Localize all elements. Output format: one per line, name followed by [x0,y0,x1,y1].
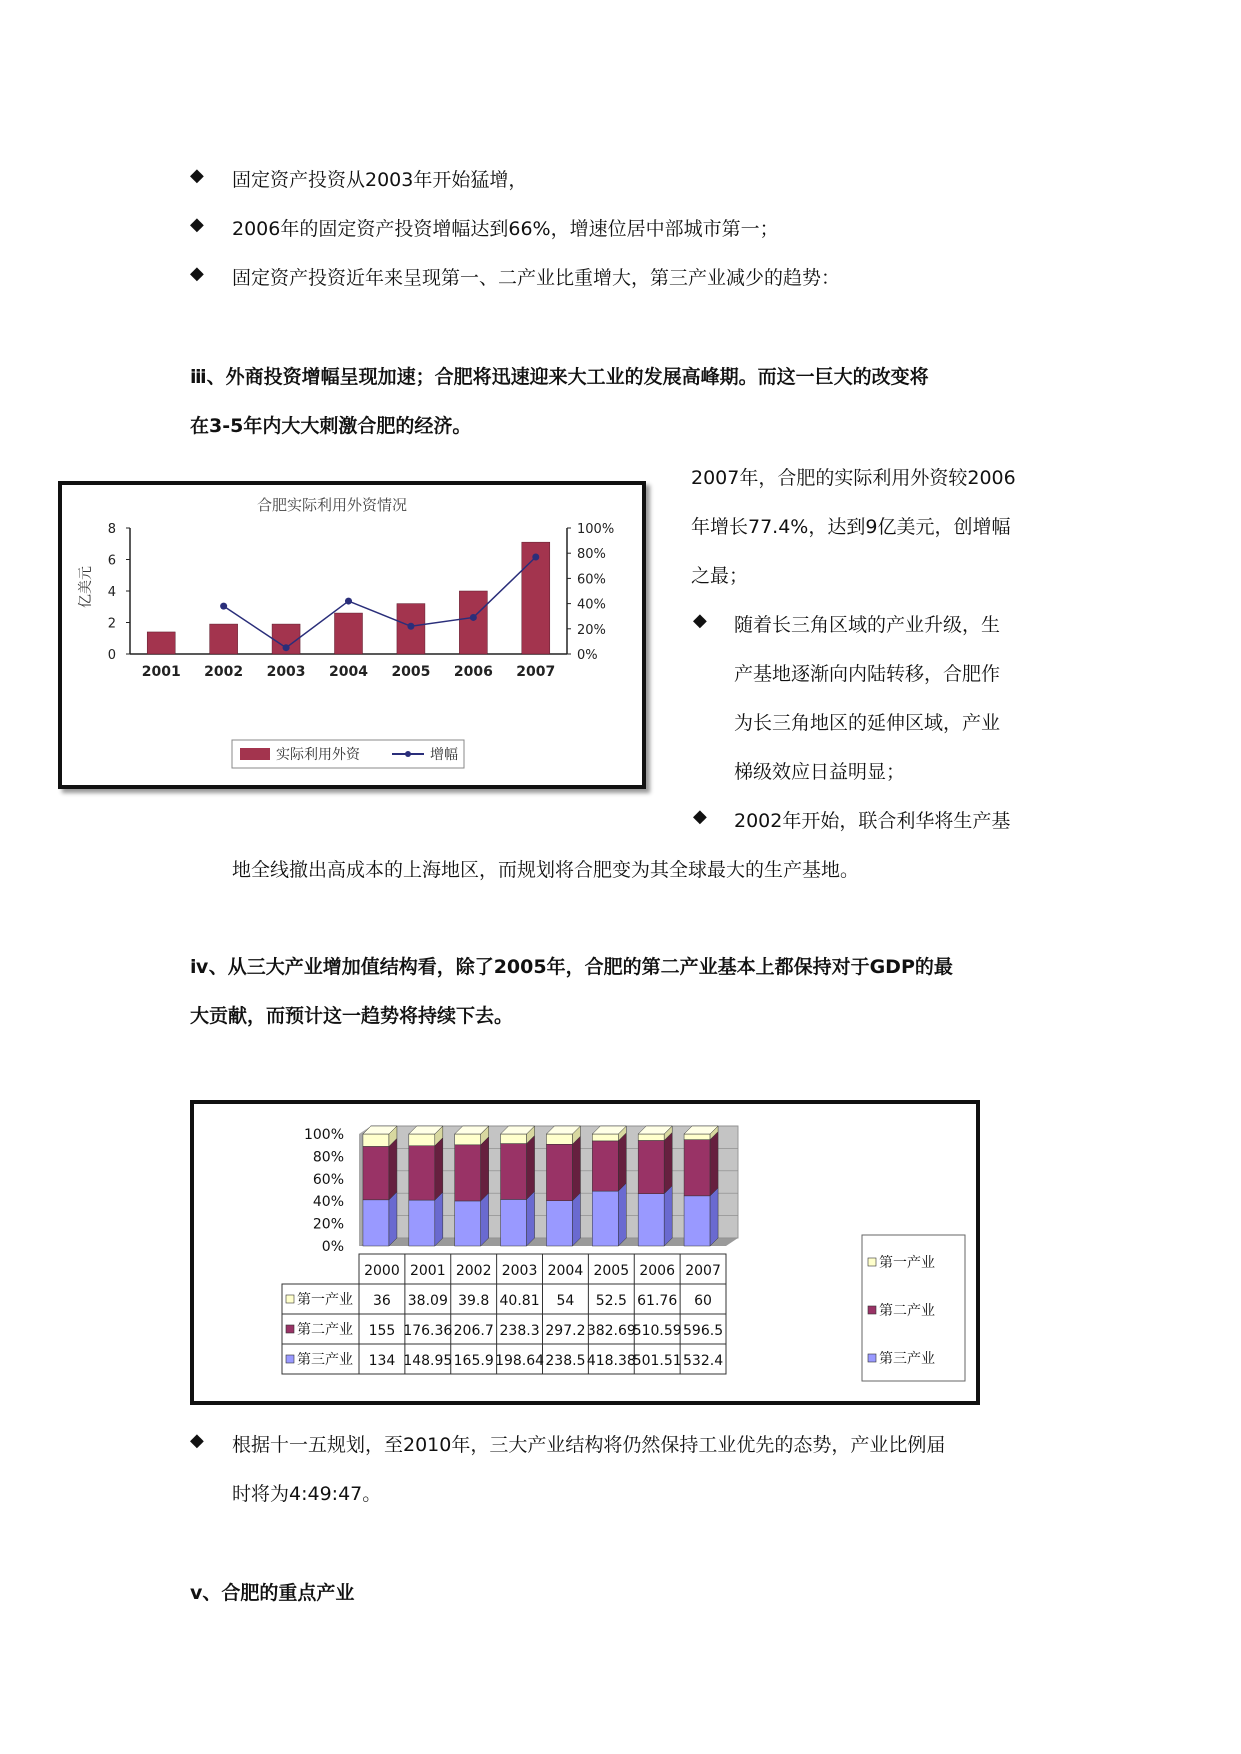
side-bullet1-line2: 产基地逐渐向内陆转移，合肥作 [734,663,1001,685]
y-tick-label: 0% [321,1239,344,1255]
legend-label: 第一产业 [879,1255,935,1271]
y-axis-label: 亿美元 [78,566,94,608]
y-tick-label: 2 [107,616,116,632]
y-tick-label: 100% [303,1127,344,1143]
bar [459,591,487,654]
stack-segment [592,1191,618,1246]
table-cell: 155 [368,1323,396,1339]
table-series-label: 第二产业 [297,1322,353,1338]
stack-segment-side [389,1138,397,1199]
stack-segment [684,1134,710,1140]
stack-segment [546,1134,572,1144]
growth-point [220,603,227,610]
side-bullet1-line1: 随着长三角区域的产业升级，生 [734,614,1001,636]
y2-tick-label: 40% [577,597,606,613]
bullet-text-3: 固定资产投资近年来呈现第一、二产业比重增大，第三产业减少的趋势： [232,267,841,289]
bullet-diamond-icon: ◆ [190,214,204,235]
stack-segment [363,1200,389,1246]
table-cell: 38.09 [407,1293,448,1309]
stack-segment [684,1196,710,1246]
table-cell: 176.36 [403,1323,453,1339]
x-tick-label: 2006 [639,1263,676,1279]
table-cell: 510.59 [632,1323,682,1339]
stack-segment [455,1201,481,1246]
x-tick-label: 2005 [391,664,431,680]
y2-tick-label: 60% [577,572,606,588]
x-tick-label: 2004 [329,664,368,680]
bottom-bullet-line1: 根据十一五规划，至2010年，三大产业结构将仍然保持工业优先的态势，产业比例届 [232,1434,946,1456]
bullet-diamond-icon: ◆ [190,1430,204,1451]
x-tick-label: 2004 [547,1263,584,1279]
industry-structure-chart [194,1104,976,1401]
table-cell: 501.51 [632,1353,682,1369]
legend-label: 第二产业 [879,1303,935,1319]
growth-point [532,553,539,560]
table-series-label: 第一产业 [297,1292,353,1308]
fdi-chart [62,485,642,785]
table-cell: 238.5 [545,1353,586,1369]
section-5-heading: ⅴ、合肥的重点产业 [190,1582,355,1604]
table-series-swatch [286,1325,294,1333]
stack-segment-side [710,1188,718,1246]
stack-segment [501,1199,527,1246]
stack-segment-side [527,1191,535,1246]
table-cell: 61.76 [637,1293,678,1309]
stack-segment [363,1134,389,1146]
stack-segment [546,1201,572,1246]
stack-segment-side [618,1183,626,1246]
bar [335,613,363,654]
x-tick-label: 2007 [685,1263,721,1279]
stack-segment [501,1134,527,1144]
table-cell: 148.95 [403,1353,453,1369]
stack-segment [409,1146,435,1200]
y-tick-label: 20% [312,1216,344,1233]
stack-segment-side [527,1136,535,1200]
y-tick-label: 80% [312,1149,344,1166]
bar [210,624,238,654]
side-para-line2: 年增长77.4%，达到9亿美元，创增幅 [691,516,1011,538]
table-cell: 297.2 [545,1323,586,1339]
x-tick-label: 2001 [409,1263,446,1279]
table-series-swatch [286,1355,294,1363]
table-cell: 532.4 [683,1353,724,1369]
table-cell: 382.69 [586,1323,636,1339]
x-tick-label: 2002 [455,1263,492,1279]
x-tick-label: 2007 [516,664,556,680]
table-cell: 596.5 [683,1323,724,1339]
stack-segment [455,1134,481,1145]
section-3-heading-line2: 在3-5年内大大刺激合肥的经济。 [190,415,472,437]
y-tick-label: 40% [312,1194,344,1211]
table-cell: 238.3 [499,1323,540,1339]
stack-segment [409,1200,435,1246]
side-bullet1-line4: 梯级效应日益明显； [734,761,906,783]
growth-point [283,644,290,651]
stack-segment-side [435,1192,443,1246]
stack-segment-side [710,1132,718,1196]
table-cell: 60 [694,1293,712,1309]
stack-segment [592,1134,618,1141]
table-cell: 165.9 [453,1353,494,1369]
stack-segment-side [572,1193,580,1246]
stack-segment [592,1141,618,1191]
y-tick-label: 0 [107,648,116,663]
y2-tick-label: 0% [577,648,598,663]
bullet-text-1: 固定资产投资从2003年开始猛增， [232,169,528,191]
growth-line [224,557,536,648]
legend-label: 第三产业 [879,1351,935,1367]
table-series-label: 第三产业 [297,1352,353,1368]
side-para-line3: 之最； [691,565,749,587]
table-series-swatch [286,1295,294,1303]
x-tick-label: 2003 [266,664,306,680]
growth-point [345,598,352,605]
bullet-diamond-icon: ◆ [693,610,707,631]
stack-segment-side [435,1138,443,1200]
stack-segment-side [481,1137,489,1201]
stack-segment [501,1144,527,1200]
section-3-heading-line1: ⅲ、外商投资增幅呈现加速；合肥将迅速迎来大工业的发展高峰期。而这一巨大的改变将 [190,366,929,388]
legend-swatch-bar [240,748,270,760]
legend-label-line: 增幅 [430,747,458,763]
industry-structure-figure [190,1100,980,1405]
stack-segment-side [481,1193,489,1246]
bullet-diamond-icon: ◆ [190,263,204,284]
y2-tick-label: 100% [577,522,615,537]
y-tick-label: 8 [107,522,116,537]
section-4-heading-line2: 大贡献，而预计这一趋势将持续下去。 [190,1005,514,1027]
side-para-line1: 2007年，合肥的实际利用外资较2006 [691,467,1016,489]
bullet-text-2: 2006年的固定资产投资增幅达到66%，增速位居中部城市第一； [232,218,779,240]
stack-segment [638,1140,664,1193]
side-bullet2-line2: 地全线撤出高成本的上海地区，而规划将合肥变为其全球最大的生产基地。 [232,859,860,881]
y-tick-label: 6 [107,553,116,569]
y-tick-label: 4 [107,585,116,600]
stack-segment-side [618,1133,626,1191]
y2-tick-label: 80% [577,547,606,563]
x-tick-label: 2000 [364,1263,400,1279]
legend-swatch [868,1354,876,1362]
table-cell: 39.8 [458,1293,490,1309]
side-bullet2-line1: 2002年开始，联合利华将生产基 [734,810,1011,832]
table-cell: 40.81 [499,1293,540,1309]
table-cell: 206.7 [453,1323,494,1339]
section-4-heading-line1: ⅳ、从三大产业增加值结构看，除了2005年，合肥的第二产业基本上都保持对于GDP的最 [190,956,953,978]
stack-segment [638,1194,664,1246]
stack-segment [546,1144,572,1200]
fdi-chart-figure [58,481,646,789]
y-tick-label: 60% [312,1171,344,1188]
stack-segment [684,1140,710,1196]
stack-segment-side [389,1192,397,1246]
bullet-diamond-icon: ◆ [693,806,707,827]
table-cell: 54 [556,1293,575,1309]
table-cell: 134 [368,1353,396,1369]
chart-title: 合肥实际利用外资情况 [256,496,408,514]
stack-segment-side [664,1186,672,1246]
stack-segment [455,1145,481,1201]
bottom-bullet-line2: 时将为4:49:47。 [232,1483,382,1505]
growth-point [407,623,414,630]
y2-tick-label: 20% [577,622,606,638]
x-tick-label: 2006 [453,664,493,680]
table-cell: 198.64 [495,1353,545,1369]
stack-segment-side [572,1136,580,1200]
bar [147,632,175,654]
x-tick-label: 2005 [593,1263,630,1279]
stack-segment [409,1134,435,1146]
legend-marker [405,751,411,757]
x-tick-label: 2002 [204,664,244,680]
stack-segment [638,1134,664,1140]
stack-segment [363,1146,389,1199]
bullet-diamond-icon: ◆ [190,165,204,186]
legend-swatch [868,1258,876,1266]
x-tick-label: 2003 [501,1263,538,1279]
growth-point [470,614,477,621]
legend-swatch [868,1306,876,1314]
table-cell: 36 [373,1293,391,1309]
side-bullet1-line3: 为长三角地区的延伸区域，产业 [734,712,1001,734]
table-cell: 418.38 [586,1353,636,1369]
legend-label-bar: 实际利用外资 [276,747,360,763]
table-cell: 52.5 [595,1293,627,1309]
stack-segment-side [664,1132,672,1193]
x-tick-label: 2001 [141,664,181,680]
